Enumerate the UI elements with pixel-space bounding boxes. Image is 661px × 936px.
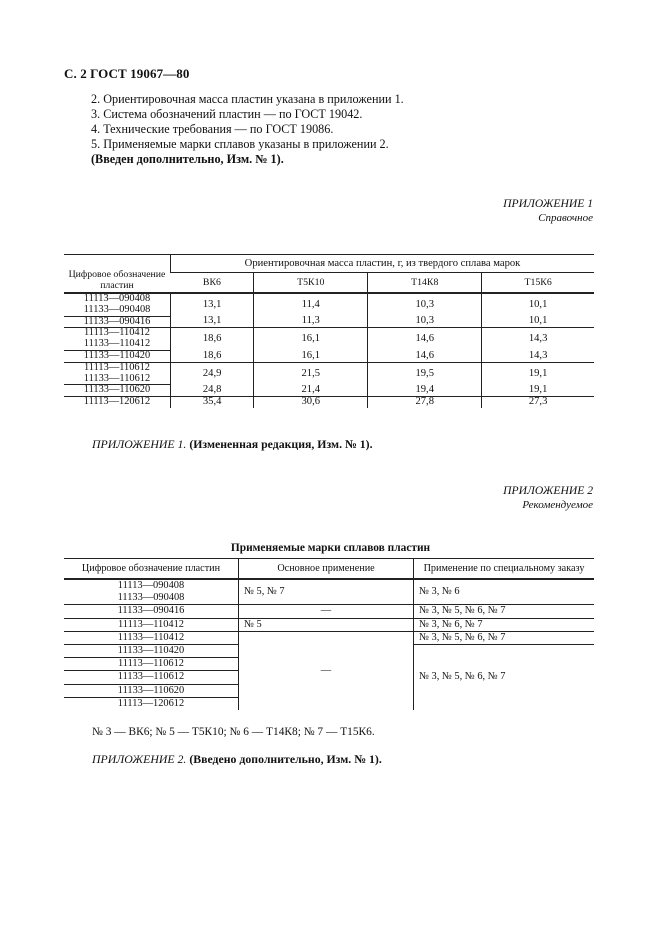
note-item: 2. Ориентировочная масса пластин указана в приложении 1. <box>91 92 404 106</box>
note-item: 4. Технические требования — по ГОСТ 19086. <box>91 122 334 136</box>
plate-code: 11133—110420 <box>64 350 171 362</box>
mass-value: 19,5 <box>368 362 482 385</box>
mass-value: 19,4 <box>368 385 482 397</box>
mass-value: 10,3 <box>368 293 482 316</box>
table-row <box>64 605 594 618</box>
mass-value: 14,6 <box>368 350 482 362</box>
mass-table <box>64 254 594 408</box>
mass-table-group-header: Ориентировочная масса пластин, г, из твердого сплава марок <box>171 255 595 273</box>
plate-code: 11133—110612 <box>64 374 171 385</box>
mass-value: 19,1 <box>482 362 594 385</box>
mass-value: 10,3 <box>368 316 482 328</box>
appendix2-note <box>92 752 382 767</box>
special-application: № 3, № 5, № 6, № 7 <box>414 631 595 644</box>
mass-value: 13,1 <box>171 293 254 316</box>
mass-value: 27,8 <box>368 397 482 408</box>
plate-code: 11133—090416 <box>64 605 239 618</box>
alloy-table-col-header: Применение по специальному заказу <box>414 559 595 580</box>
mass-value: 18,6 <box>171 350 254 362</box>
plate-code: 11133—110620 <box>64 684 239 697</box>
plate-code: 11133—110612 <box>64 671 239 684</box>
page-header: С. 2 ГОСТ 19067—80 <box>64 66 190 81</box>
table-row <box>64 350 594 362</box>
mass-table-col-header: ВК6 <box>202 277 221 288</box>
mass-value: 13,1 <box>171 316 254 328</box>
plate-code: 11113—110612 <box>64 658 239 671</box>
appendix1-title: ПРИЛОЖЕНИЕ 1 <box>503 197 593 210</box>
table-row <box>64 579 594 592</box>
plate-code: 11133—090416 <box>64 316 171 328</box>
table-row <box>64 316 594 328</box>
special-application: № 3, № 5, № 6, № 7 <box>414 645 595 711</box>
plate-code: 11133—110620 <box>64 385 171 397</box>
mass-value: 19,1 <box>482 385 594 397</box>
mass-value: 30,6 <box>254 397 368 408</box>
mass-value: 24,8 <box>171 385 254 397</box>
mass-value: 24,9 <box>171 362 254 385</box>
mass-value: 16,1 <box>254 350 368 362</box>
appendix2-title: ПРИЛОЖЕНИЕ 2 <box>503 484 593 497</box>
mass-value: 16,1 <box>254 328 368 351</box>
appendix1-note-prefix: ПРИЛОЖЕНИЕ 1. <box>92 437 187 451</box>
mass-value: 11,4 <box>254 293 368 316</box>
alloy-table-title: Применяемые марки сплавов пластин <box>230 542 431 554</box>
special-application: № 3, № 6, № 7 <box>414 618 595 631</box>
alloy-table-col-header: Основное применение <box>239 559 414 580</box>
mass-value: 21,4 <box>254 385 368 397</box>
appendix2-note-text: (Введено дополнительно, Изм. № 1). <box>189 752 382 766</box>
basic-application: — <box>239 631 414 710</box>
mass-table-col-header: Т15К6 <box>482 273 594 294</box>
mass-value: 21,5 <box>254 362 368 385</box>
basic-application: № 5 <box>239 618 414 631</box>
alloy-table-col-header: Цифровое обозначение пластин <box>81 563 221 574</box>
table-row <box>64 618 594 631</box>
plate-code: 11113—120612 <box>83 396 151 408</box>
mass-value: 10,1 <box>482 316 594 328</box>
plate-code: 11113—120612 <box>117 697 185 709</box>
note-item: 3. Система обозначений пластин — по ГОСТ 19042. <box>91 107 363 121</box>
mass-value: 14,3 <box>482 350 594 362</box>
mass-value: 14,3 <box>482 328 594 351</box>
plate-code: 11133—090408 <box>64 592 239 605</box>
plate-code: 11113—110412 <box>64 618 239 631</box>
table-row <box>64 631 594 644</box>
basic-application: — <box>239 605 414 618</box>
table-row <box>64 385 594 397</box>
appendix1-subtitle: Справочное <box>538 212 593 224</box>
mass-value: 11,3 <box>254 316 368 328</box>
mass-value: 35,4 <box>171 397 254 408</box>
plate-code: 11113—110612 <box>84 361 150 373</box>
mass-value: 10,1 <box>482 293 594 316</box>
plate-code: 11113—090408 <box>83 293 151 304</box>
notes-list <box>91 92 404 167</box>
mass-value: 27,3 <box>482 397 594 408</box>
plate-code: 11133—110412 <box>64 339 171 350</box>
mass-table-row-header: Цифровое обозначение пластин <box>68 269 166 291</box>
plate-code: 11133—110412 <box>64 631 239 644</box>
plate-code: 11113—110412 <box>84 327 150 339</box>
plate-code: 11113—090408 <box>117 580 185 591</box>
appendix2-note-prefix: ПРИЛОЖЕНИЕ 2. <box>92 752 187 766</box>
appendix1-note-text: (Измененная редакция, Изм. № 1). <box>189 437 373 451</box>
mass-value: 14,6 <box>368 328 482 351</box>
mass-table-col-header: Т14К8 <box>368 273 482 294</box>
basic-application: № 5, № 7 <box>239 579 414 605</box>
notes-amendment: (Введен дополнительно, Изм. № 1). <box>91 152 284 166</box>
mass-table-col-header: Т5К10 <box>254 273 368 294</box>
plate-code: 11133—090408 <box>64 305 171 316</box>
alloy-table <box>64 558 594 710</box>
appendix1-note <box>92 437 373 452</box>
special-application: № 3, № 5, № 6, № 7 <box>414 605 595 618</box>
table-row <box>64 397 594 408</box>
alloy-legend: № 3 — ВК6; № 5 — Т5К10; № 6 — Т14К8; № 7 — Т15К6. <box>92 726 375 738</box>
appendix1-heading <box>503 197 593 225</box>
plate-code: 11133—110420 <box>64 645 239 658</box>
table-row <box>64 362 594 373</box>
note-item: 5. Применяемые марки сплавов указаны в приложении 2. <box>91 137 389 151</box>
appendix2-subtitle: Рекомендуемое <box>522 499 593 511</box>
mass-value: 18,6 <box>171 328 254 351</box>
appendix2-heading <box>503 484 593 512</box>
special-application: № 3, № 6 <box>414 579 595 605</box>
